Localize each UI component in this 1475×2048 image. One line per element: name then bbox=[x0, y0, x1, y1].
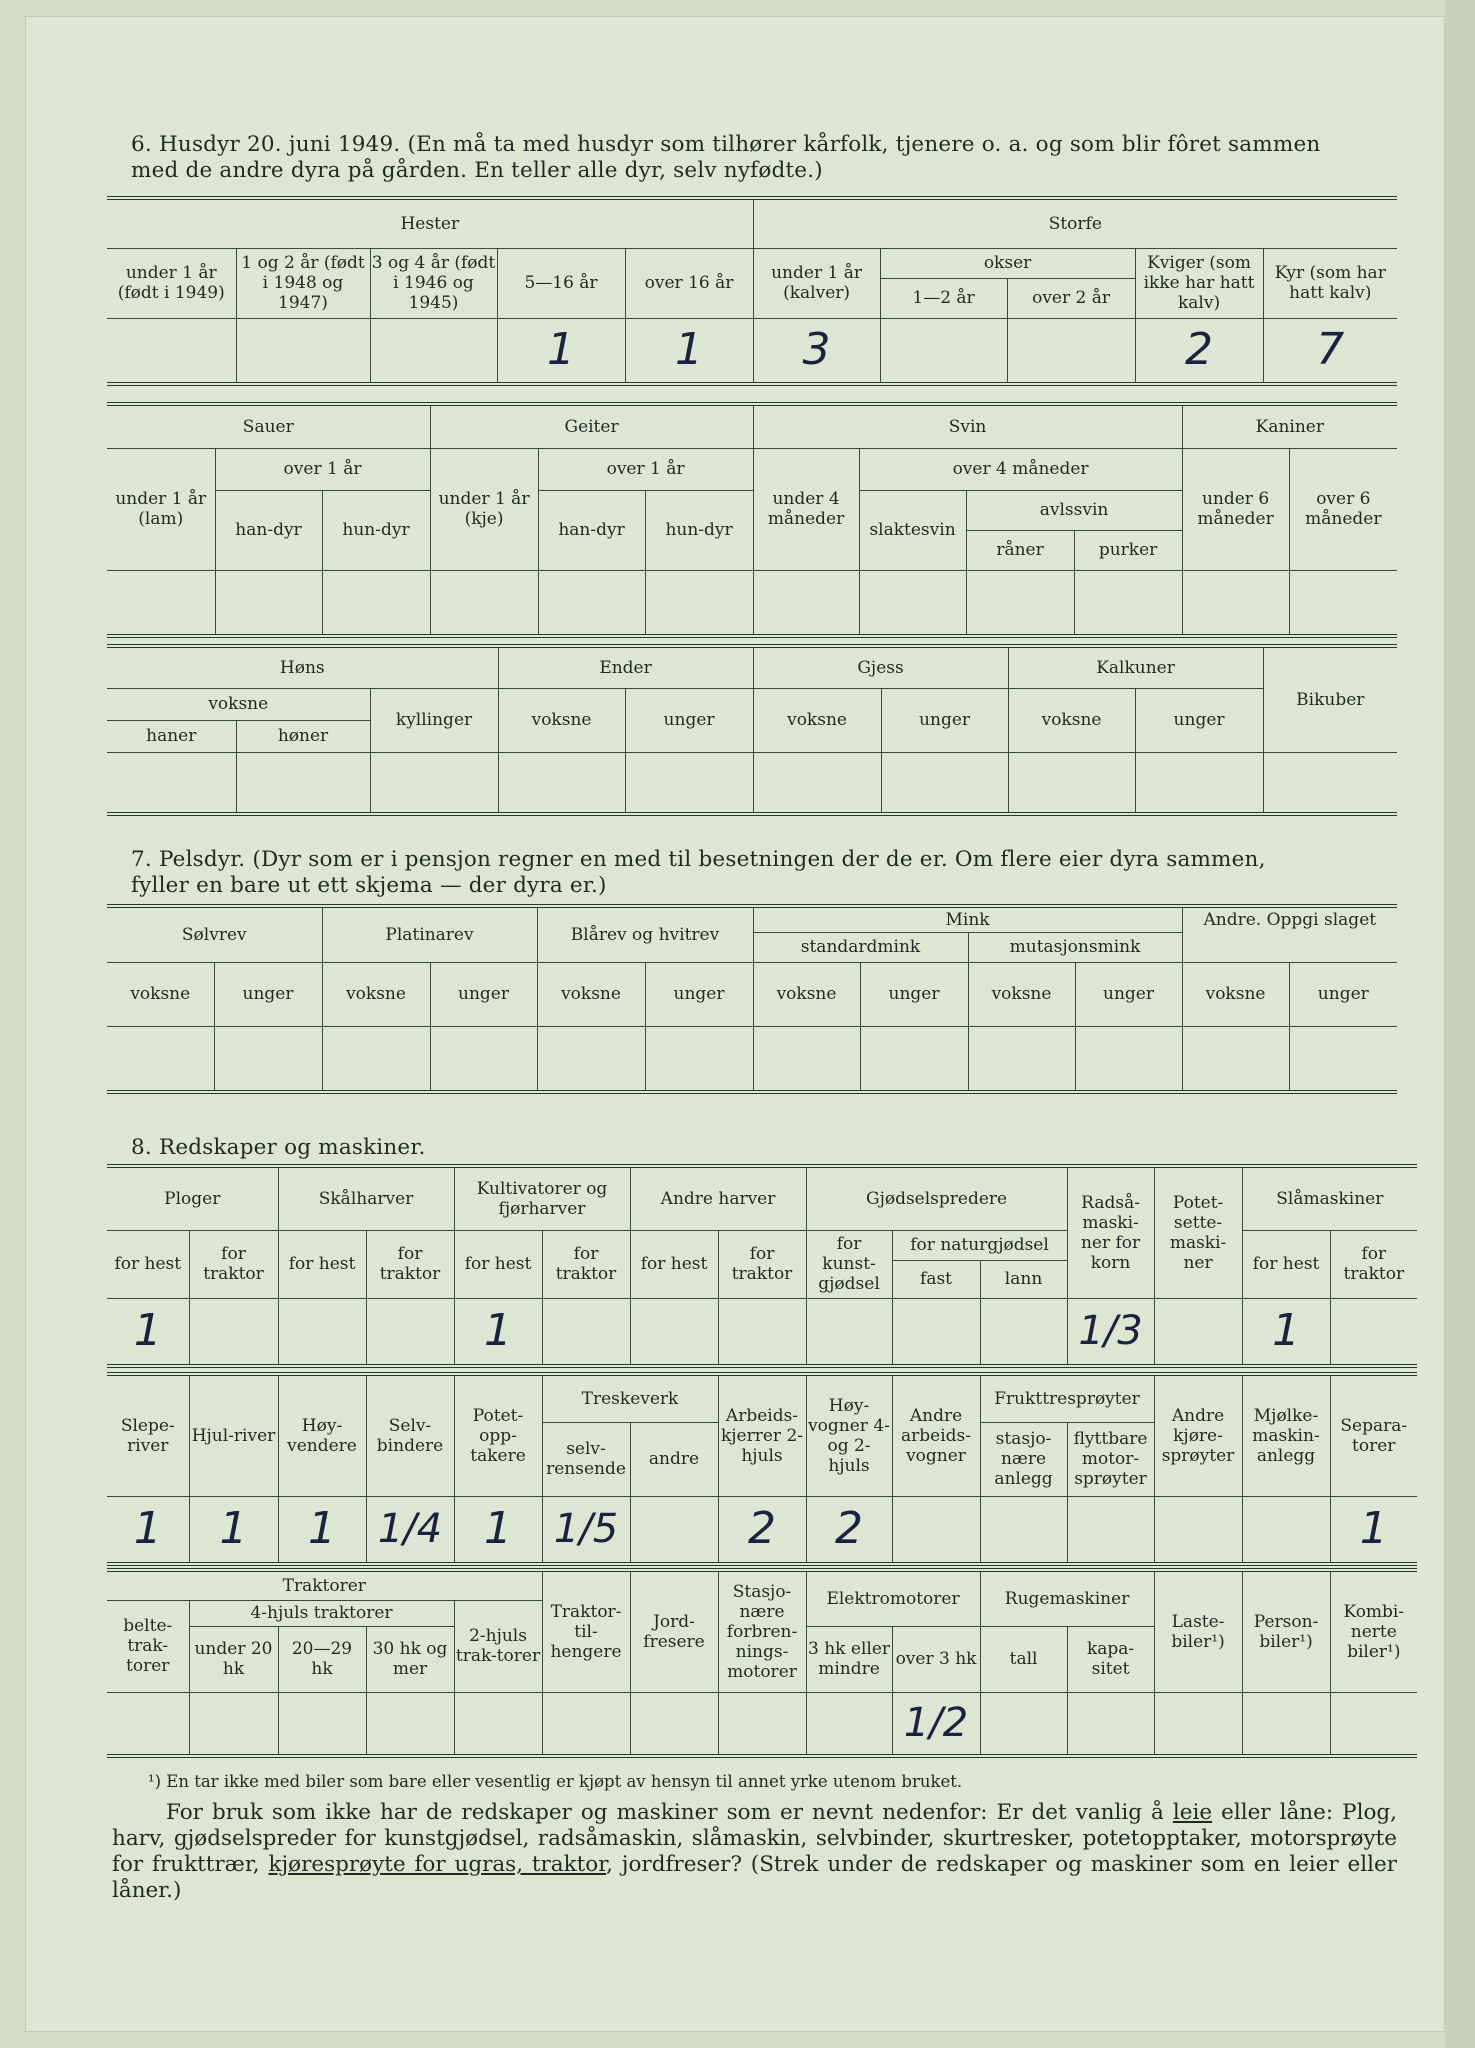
col-2hjuls: 2-hjuls trak-torer bbox=[454, 1600, 542, 1692]
cell-haner[interactable] bbox=[107, 752, 236, 814]
cell-sla-hest[interactable] bbox=[1242, 1298, 1330, 1366]
col-slepeiver: Slepe-river bbox=[107, 1374, 189, 1496]
cell-kalkuner-unger[interactable] bbox=[1135, 752, 1263, 814]
handwritten-value: 2 bbox=[748, 1503, 776, 1555]
cell-purker[interactable] bbox=[1074, 570, 1182, 636]
cell-andreharv-traktor[interactable] bbox=[718, 1298, 806, 1366]
handwritten-value: 1 bbox=[484, 1305, 512, 1357]
col-geit-under1: under 1 år (kje) bbox=[430, 448, 538, 570]
cell-kviger[interactable] bbox=[1135, 318, 1263, 384]
header-svin: Svin bbox=[753, 404, 1182, 448]
col-andre-arbeidsvogner: Andre arbeids-vogner bbox=[892, 1374, 980, 1496]
section-6-heading-line2: med de andre dyra på gården. En teller alle dyr, selv nyfødte.) bbox=[131, 158, 823, 183]
handwritten-value: 2 bbox=[835, 1503, 863, 1555]
handwritten-value: 2 bbox=[1185, 324, 1214, 376]
table-fjorfe bbox=[107, 644, 1397, 816]
cell-flyttbare[interactable] bbox=[1067, 1496, 1154, 1564]
col-gjess-unger: unger bbox=[881, 688, 1008, 752]
header-4hjuls: 4-hjuls traktorer bbox=[189, 1600, 454, 1626]
header-andre-pelsdyr: Andre. Oppgi slaget bbox=[1182, 906, 1397, 962]
header-solvrev: Sølvrev bbox=[107, 906, 322, 962]
header-traktorer: Traktorer bbox=[107, 1570, 542, 1600]
col-stasjonaere-motorer: Stasjo-nære forbren-nings-motorer bbox=[718, 1570, 806, 1692]
cell-storfe-under1[interactable] bbox=[753, 318, 880, 384]
cell-hester-1og2[interactable] bbox=[236, 318, 370, 384]
header-rugemaskiner: Rugemaskiner bbox=[980, 1570, 1154, 1626]
col-sla-traktor: for traktor bbox=[1330, 1230, 1417, 1298]
cell-bikuber[interactable] bbox=[1263, 752, 1397, 814]
header-potetsettemaskiner: Potet-sette-maski-ner bbox=[1154, 1166, 1242, 1298]
cell-sau-handyr[interactable] bbox=[215, 570, 322, 636]
col-raner: råner bbox=[966, 530, 1074, 570]
cell-tall[interactable] bbox=[980, 1692, 1067, 1756]
table-traktorer bbox=[107, 1568, 1417, 1758]
header-kultivatorer: Kultivatorer og fjørharver bbox=[454, 1166, 630, 1230]
col-beltetraktorer: belte-trak-torer bbox=[107, 1600, 189, 1692]
col-platinarev-voksne: voksne bbox=[322, 962, 430, 1026]
col-blarev-voksne: voksne bbox=[537, 962, 645, 1026]
col-stasjonaere-anlegg: stasjo-nære anlegg bbox=[980, 1422, 1067, 1496]
col-purker: purker bbox=[1074, 530, 1182, 570]
col-hester-5-16: 5—16 år bbox=[497, 248, 625, 318]
handwritten-value: 1 bbox=[675, 324, 704, 376]
col-honer: høner bbox=[236, 720, 370, 752]
handwritten-value: 1 bbox=[484, 1503, 512, 1555]
para-underlined-kjoresproyte: kjøresprøyte for ugras, traktor bbox=[268, 1852, 607, 1877]
col-ender-unger: unger bbox=[625, 688, 753, 752]
cell-selvbindere[interactable] bbox=[366, 1496, 454, 1564]
footnote: ¹) En tar ikke med biler som bare eller vesentlig er kjøpt av hensyn til annet yrke utenom bruket. bbox=[148, 1772, 963, 1791]
cell-kunstgjodsel[interactable] bbox=[806, 1298, 892, 1366]
cell-mjolkemaskinanlegg[interactable] bbox=[1242, 1496, 1330, 1564]
col-kult-traktor: for traktor bbox=[542, 1230, 630, 1298]
para-text-3: , jordfreser? (Strek under de redskaper og maskiner som en leier eller låner.) bbox=[112, 1852, 1397, 1903]
handwritten-value: 1 bbox=[1359, 1503, 1388, 1555]
cell-2hjuls[interactable] bbox=[454, 1692, 542, 1756]
section-8-heading: 8. Redskaper og maskiner. bbox=[131, 1135, 426, 1160]
col-standardmink-voksne: voksne bbox=[753, 962, 860, 1026]
cell-kan-over6[interactable] bbox=[1289, 570, 1397, 636]
cell-hoyvendere[interactable] bbox=[278, 1496, 366, 1564]
cell-standardmink-voksne[interactable] bbox=[753, 1026, 860, 1092]
col-flyttbare: flyttbare motor-sprøyter bbox=[1067, 1422, 1154, 1496]
cell-andre-voksne[interactable] bbox=[1182, 1026, 1289, 1092]
col-3hk: 3 hk eller mindre bbox=[806, 1626, 892, 1692]
cell-kapasitet[interactable] bbox=[1067, 1692, 1154, 1756]
col-ploger-traktor: for traktor bbox=[189, 1230, 278, 1298]
handwritten-value: 1/2 bbox=[903, 1700, 969, 1747]
col-separatorer: Separa-torer bbox=[1330, 1374, 1417, 1496]
col-selvbindere: Selv-bindere bbox=[366, 1374, 454, 1496]
cell-okser-1-2[interactable] bbox=[880, 318, 1007, 384]
col-fast: fast bbox=[892, 1260, 980, 1298]
col-mutasjonsmink-voksne: voksne bbox=[968, 962, 1075, 1026]
col-lastebiler: Laste-biler¹) bbox=[1154, 1570, 1242, 1692]
cell-blarev-unger[interactable] bbox=[645, 1026, 753, 1092]
cell-gjess-voksne[interactable] bbox=[753, 752, 881, 814]
col-20-29: 20—29 hk bbox=[278, 1626, 366, 1692]
cell-mutasjonsmink-voksne[interactable] bbox=[968, 1026, 1075, 1092]
col-jordfresere: Jord-fresere bbox=[630, 1570, 718, 1692]
col-ploger-hest: for hest bbox=[107, 1230, 189, 1298]
header-mink: Mink bbox=[753, 906, 1182, 932]
col-kyr: Kyr (som har hatt kalv) bbox=[1263, 248, 1397, 318]
col-solvrev-unger: unger bbox=[214, 962, 322, 1026]
cell-ploger-traktor[interactable] bbox=[189, 1298, 278, 1366]
cell-treske-andre[interactable] bbox=[630, 1496, 718, 1564]
handwritten-value: 1/4 bbox=[377, 1506, 443, 1553]
cell-geit-hundyr[interactable] bbox=[645, 570, 753, 636]
cell-kyr[interactable] bbox=[1263, 318, 1397, 384]
col-treske-andre: andre bbox=[630, 1422, 718, 1496]
cell-hester-5-16[interactable] bbox=[497, 318, 625, 384]
col-sau-handyr: han-dyr bbox=[215, 490, 322, 570]
col-over3hk: over 3 hk bbox=[892, 1626, 980, 1692]
col-kunstgjodsel: for kunst-gjødsel bbox=[806, 1230, 892, 1298]
cell-20-29[interactable] bbox=[278, 1692, 366, 1756]
header-hons: Høns bbox=[107, 646, 498, 688]
cell-hjulriver[interactable] bbox=[189, 1496, 278, 1564]
para-text-2: eller låne: Plog, harv, gjødselspreder for kunstgjødsel, radsåmaskin, slåmaskin, selvbinder, skurtresker, potetopptaker, motorsprøyte for frukttrær, bbox=[112, 1800, 1397, 1877]
col-kyllinger: kyllinger bbox=[370, 688, 498, 752]
col-geit-handyr: han-dyr bbox=[538, 490, 645, 570]
col-personbiler: Person-biler¹) bbox=[1242, 1570, 1330, 1692]
col-hester-under1: under 1 år (født i 1949) bbox=[107, 248, 236, 318]
header-gjodselspredere: Gjødselspredere bbox=[806, 1166, 1067, 1230]
para-underlined-leie: leie bbox=[1172, 1800, 1213, 1825]
col-andre-voksne: voksne bbox=[1182, 962, 1289, 1026]
handwritten-value: 1 bbox=[133, 1503, 162, 1555]
cell-potetopptakere[interactable] bbox=[454, 1496, 542, 1564]
col-avlssvin: avlssvin bbox=[966, 490, 1182, 530]
cell-kyllinger[interactable] bbox=[370, 752, 498, 814]
handwritten-value: 1/5 bbox=[553, 1506, 619, 1553]
col-haner: haner bbox=[107, 720, 236, 752]
cell-blarev-voksne[interactable] bbox=[537, 1026, 645, 1092]
cell-geit-under1[interactable] bbox=[430, 570, 538, 636]
header-bikuber: Bikuber bbox=[1263, 646, 1397, 752]
col-andreharv-traktor: for traktor bbox=[718, 1230, 806, 1298]
table-sauer-geiter-svin-kaniner bbox=[107, 402, 1397, 638]
cell-traktortilhengere[interactable] bbox=[542, 1692, 630, 1756]
col-andre-unger: unger bbox=[1289, 962, 1397, 1026]
col-lann: lann bbox=[980, 1260, 1067, 1298]
col-potetopptakere: Potet-opp-takere bbox=[454, 1374, 542, 1496]
cell-kan-under6[interactable] bbox=[1182, 570, 1289, 636]
col-geit-hundyr: hun-dyr bbox=[645, 490, 753, 570]
col-geit-over1: over 1 år bbox=[538, 448, 753, 490]
col-sau-under1: under 1 år (lam) bbox=[107, 448, 215, 570]
col-storfe-under1: under 1 år (kalver) bbox=[753, 248, 880, 318]
col-kalkuner-voksne: voksne bbox=[1008, 688, 1135, 752]
cell-slepeiver[interactable] bbox=[107, 1496, 189, 1564]
header-elektromotorer: Elektromotorer bbox=[806, 1570, 980, 1626]
col-selvrensende: selv-rensende bbox=[542, 1422, 630, 1496]
cell-selvrensende[interactable] bbox=[542, 1496, 630, 1564]
col-hjulriver: Hjul-river bbox=[189, 1374, 278, 1496]
handwritten-value: 1/3 bbox=[1078, 1308, 1143, 1355]
cell-lann[interactable] bbox=[980, 1298, 1067, 1366]
cell-platinarev-voksne[interactable] bbox=[322, 1026, 430, 1092]
header-ender: Ender bbox=[498, 646, 753, 688]
cell-separatorer[interactable] bbox=[1330, 1496, 1417, 1564]
table-hester-storfe bbox=[107, 196, 1397, 386]
instruction-paragraph bbox=[112, 1800, 1397, 1904]
cell-hester-3og4[interactable] bbox=[370, 318, 497, 384]
cell-stasjonaere-motorer[interactable] bbox=[718, 1692, 806, 1756]
cell-geit-handyr[interactable] bbox=[538, 570, 645, 636]
para-text-1: For bruk som ikke har de redskaper og maskiner som er nevnt nedenfor: Er det vanlig å bbox=[166, 1800, 1173, 1825]
cell-3hk[interactable] bbox=[806, 1692, 892, 1756]
col-okser-1-2: 1—2 år bbox=[880, 278, 1007, 318]
cell-kombinerte-biler[interactable] bbox=[1330, 1692, 1417, 1756]
col-andre-kjoresproyter: Andre kjøre-sprøyter bbox=[1154, 1374, 1242, 1496]
col-andreharv-hest: for hest bbox=[630, 1230, 718, 1298]
col-hoyvendere: Høy-vendere bbox=[278, 1374, 366, 1496]
cell-platinarev-unger[interactable] bbox=[430, 1026, 537, 1092]
col-naturgjodsel: for naturgjødsel bbox=[892, 1230, 1067, 1260]
col-sau-hundyr: hun-dyr bbox=[322, 490, 430, 570]
header-skalharver: Skålharver bbox=[278, 1166, 454, 1230]
cell-solvrev-voksne[interactable] bbox=[107, 1026, 214, 1092]
header-ploger: Ploger bbox=[107, 1166, 278, 1230]
col-sau-over1: over 1 år bbox=[215, 448, 430, 490]
header-radsamaskin: Radså-maski-ner for korn bbox=[1067, 1166, 1154, 1298]
cell-svin-under4[interactable] bbox=[753, 570, 859, 636]
cell-stasjonaere-anlegg[interactable] bbox=[980, 1496, 1067, 1564]
col-skalharver-hest: for hest bbox=[278, 1230, 366, 1298]
header-fruktsproyter: Frukttresprøyter bbox=[980, 1374, 1154, 1422]
table-pelsdyr bbox=[107, 904, 1397, 1094]
handwritten-value: 1 bbox=[133, 1305, 162, 1357]
col-hester-over16: over 16 år bbox=[625, 248, 753, 318]
cell-lastebiler[interactable] bbox=[1154, 1692, 1242, 1756]
col-arbeidskjerrer: Arbeids-kjerrer 2-hjuls bbox=[718, 1374, 806, 1496]
cell-beltetraktorer[interactable] bbox=[107, 1692, 189, 1756]
header-treskeverk: Treskeverk bbox=[542, 1374, 718, 1422]
col-kan-under6: under 6 måneder bbox=[1182, 448, 1289, 570]
section-7-heading-line1: 7. Pelsdyr. (Dyr som er i pensjon regner en med til besetningen der de er. Om flere eier dyra sammen, bbox=[131, 847, 1266, 872]
col-mutasjonsmink-unger: unger bbox=[1075, 962, 1182, 1026]
col-blarev-unger: unger bbox=[645, 962, 753, 1026]
header-storfe: Storfe bbox=[753, 198, 1397, 248]
header-hester: Hester bbox=[107, 198, 753, 248]
cell-30hk[interactable] bbox=[366, 1692, 454, 1756]
section-7-heading-line2: fyller en bare ut ett skjema — der dyra er.) bbox=[131, 873, 607, 898]
col-gjess-voksne: voksne bbox=[753, 688, 881, 752]
col-hester-3og4: 3 og 4 år (født i 1946 og 1945) bbox=[370, 248, 497, 318]
col-mutasjonsmink: mutasjonsmink bbox=[968, 932, 1182, 962]
col-kviger: Kviger (som ikke har hatt kalv) bbox=[1135, 248, 1263, 318]
cell-andre-arbeidsvogner[interactable] bbox=[892, 1496, 980, 1564]
header-kalkuner: Kalkuner bbox=[1008, 646, 1263, 688]
cell-sau-hundyr[interactable] bbox=[322, 570, 430, 636]
table-redskaper-1 bbox=[107, 1164, 1417, 1368]
col-kapasitet: kapa-sitet bbox=[1067, 1626, 1154, 1692]
col-tall: tall bbox=[980, 1626, 1067, 1692]
header-sauer: Sauer bbox=[107, 404, 430, 448]
cell-gjess-unger[interactable] bbox=[881, 752, 1008, 814]
cell-hester-over16[interactable] bbox=[625, 318, 753, 384]
header-platinarev: Platinarev bbox=[322, 906, 537, 962]
header-slamaskiner: Slåmaskiner bbox=[1242, 1166, 1417, 1230]
cell-ploger-hest[interactable] bbox=[107, 1298, 189, 1366]
col-under20: under 20 hk bbox=[189, 1626, 278, 1692]
col-solvrev-voksne: voksne bbox=[107, 962, 214, 1026]
col-okser-over2: over 2 år bbox=[1007, 278, 1135, 318]
cell-over3hk[interactable] bbox=[892, 1692, 980, 1756]
paper-edge bbox=[1445, 0, 1475, 2048]
handwritten-value: 1 bbox=[547, 324, 575, 376]
cell-under20[interactable] bbox=[189, 1692, 278, 1756]
col-standardmink-unger: unger bbox=[860, 962, 968, 1026]
cell-ender-unger[interactable] bbox=[625, 752, 753, 814]
handwritten-value: 1 bbox=[308, 1503, 336, 1555]
cell-sau-under1[interactable] bbox=[107, 570, 215, 636]
cell-andre-unger[interactable] bbox=[1289, 1026, 1397, 1092]
cell-hoyvogner[interactable] bbox=[806, 1496, 892, 1564]
cell-andre-kjoresproyter[interactable] bbox=[1154, 1496, 1242, 1564]
table-redskaper-2 bbox=[107, 1372, 1417, 1566]
col-sla-hest: for hest bbox=[1242, 1230, 1330, 1298]
col-svin-under4: under 4 måneder bbox=[753, 448, 859, 570]
col-skalharver-traktor: for traktor bbox=[366, 1230, 454, 1298]
cell-potetsettemaskiner[interactable] bbox=[1154, 1298, 1242, 1366]
header-blarev: Blårev og hvitrev bbox=[537, 906, 753, 962]
cell-standardmink-unger[interactable] bbox=[860, 1026, 968, 1092]
handwritten-value: 1 bbox=[1272, 1305, 1301, 1357]
cell-andreharv-hest[interactable] bbox=[630, 1298, 718, 1366]
cell-fast[interactable] bbox=[892, 1298, 980, 1366]
handwritten-value: 3 bbox=[802, 324, 831, 376]
col-mjolkemaskinanlegg: Mjølke-maskin-anlegg bbox=[1242, 1374, 1330, 1496]
cell-personbiler[interactable] bbox=[1242, 1692, 1330, 1756]
cell-slaktesvin[interactable] bbox=[859, 570, 966, 636]
col-standardmink: standardmink bbox=[753, 932, 968, 962]
col-kult-hest: for hest bbox=[454, 1230, 542, 1298]
cell-mutasjonsmink-unger[interactable] bbox=[1075, 1026, 1182, 1092]
col-30hk: 30 hk og mer bbox=[366, 1626, 454, 1692]
col-kan-over6: over 6 måneder bbox=[1289, 448, 1397, 570]
header-kaniner: Kaniner bbox=[1182, 404, 1397, 448]
cell-okser-over2[interactable] bbox=[1007, 318, 1135, 384]
col-hons-voksne: voksne bbox=[107, 688, 370, 720]
cell-raner[interactable] bbox=[966, 570, 1074, 636]
col-ender-voksne: voksne bbox=[498, 688, 625, 752]
col-traktortilhengere: Traktor-til-hengere bbox=[542, 1570, 630, 1692]
col-slaktesvin: slaktesvin bbox=[859, 490, 966, 570]
header-geiter: Geiter bbox=[430, 404, 753, 448]
handwritten-value: 1 bbox=[219, 1503, 248, 1555]
col-svin-over4: over 4 måneder bbox=[859, 448, 1182, 490]
cell-skalharver-hest[interactable] bbox=[278, 1298, 366, 1366]
cell-solvrev-unger[interactable] bbox=[214, 1026, 322, 1092]
col-kalkuner-unger: unger bbox=[1135, 688, 1263, 752]
cell-radsamaskin[interactable] bbox=[1067, 1298, 1154, 1366]
cell-arbeidskjerrer[interactable] bbox=[718, 1496, 806, 1564]
cell-hester-under1[interactable] bbox=[107, 318, 236, 384]
col-hester-1og2: 1 og 2 år (født i 1948 og 1947) bbox=[236, 248, 370, 318]
col-okser: okser bbox=[880, 248, 1135, 278]
handwritten-value: 7 bbox=[1316, 324, 1345, 376]
cell-ender-voksne[interactable] bbox=[498, 752, 625, 814]
col-kombinerte-biler: Kombi-nerte biler¹) bbox=[1330, 1570, 1417, 1692]
col-hoyvogner: Høy-vogner 4- og 2-hjuls bbox=[806, 1374, 892, 1496]
cell-kult-traktor[interactable] bbox=[542, 1298, 630, 1366]
cell-jordfresere[interactable] bbox=[630, 1692, 718, 1756]
cell-kult-hest[interactable] bbox=[454, 1298, 542, 1366]
header-andre-harver: Andre harver bbox=[630, 1166, 806, 1230]
cell-skalharver-traktor[interactable] bbox=[366, 1298, 454, 1366]
cell-honer[interactable] bbox=[236, 752, 370, 814]
cell-sla-traktor[interactable] bbox=[1330, 1298, 1417, 1366]
header-gjess: Gjess bbox=[753, 646, 1008, 688]
cell-kalkuner-voksne[interactable] bbox=[1008, 752, 1135, 814]
col-platinarev-unger: unger bbox=[430, 962, 537, 1026]
section-6-heading-line1: 6. Husdyr 20. juni 1949. (En må ta med husdyr som tilhører kårfolk, tjenere o. a. og som blir fôret sammen bbox=[131, 132, 1321, 157]
